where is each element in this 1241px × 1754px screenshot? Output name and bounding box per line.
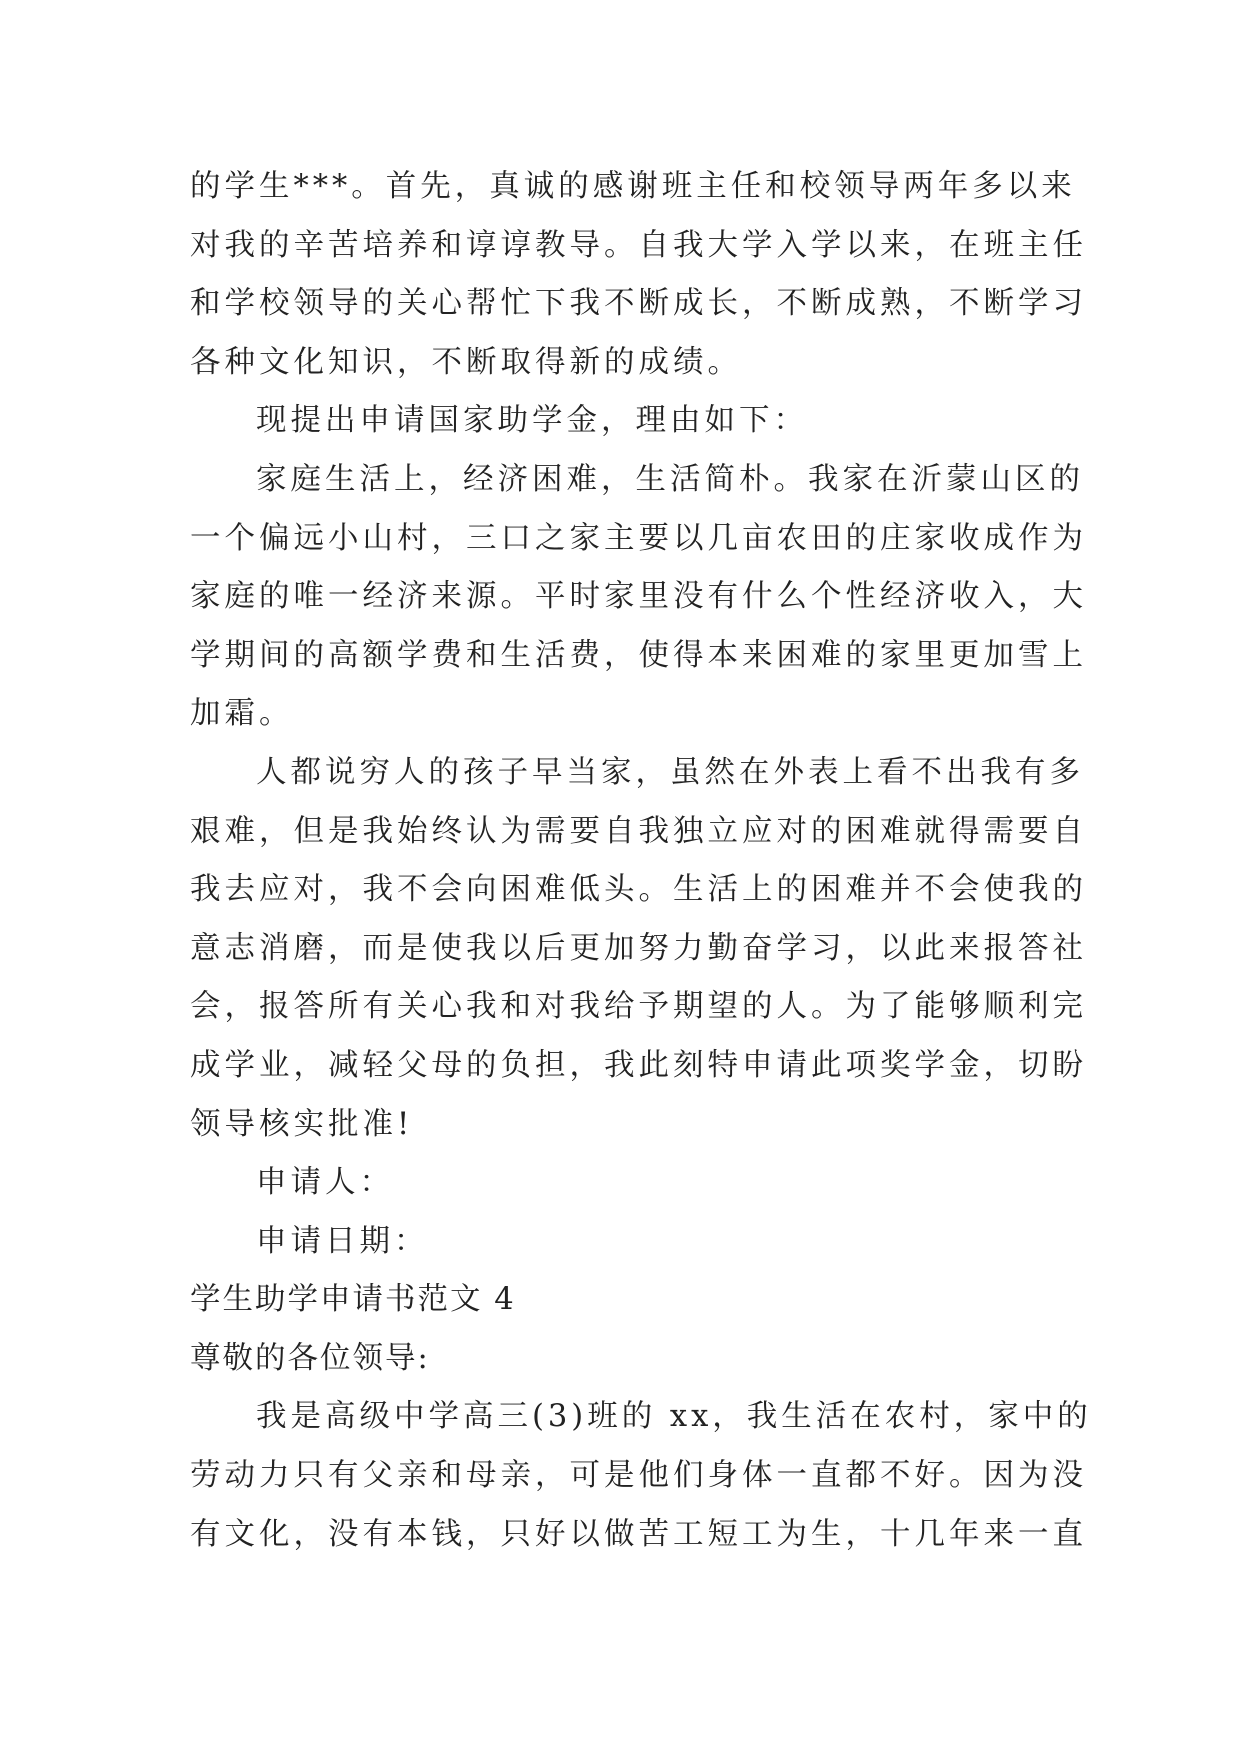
application-date-label: 申请日期： (256, 1223, 429, 1259)
text-line: 人都说穷人的孩子早当家，虽然在外表上看不出我有多 (256, 754, 1084, 790)
text-line: 对我的辛苦培养和谆谆教导。自我大学入学以来，在班主任 (190, 227, 1087, 263)
text-line: 的学生***。首先，真诚的感谢班主任和校领导两年多以来 (190, 169, 1076, 204)
text-line: 意志消磨，而是使我以后更加努力勤奋学习，以此来报答社 (190, 930, 1087, 966)
text-line: 我是高级中学高三(3)班的 xx，我生活在农村，家中的 (256, 1399, 1092, 1435)
text-line: 我去应对，我不会向困难低头。生活上的困难并不会使我的 (190, 872, 1087, 908)
text-line: 领导核实批准! (190, 1106, 414, 1142)
text-line: 劳动力只有父亲和母亲，可是他们身体一直都不好。因为没 (190, 1458, 1087, 1494)
text-line: 家庭生活上，经济困难，生活简朴。我家在沂蒙山区的 (256, 461, 1084, 497)
text-line: 家庭的唯一经济来源。平时家里没有什么个性经济收入，大 (190, 579, 1087, 615)
text-line: 和学校领导的关心帮忙下我不断成长，不断成熟，不断学习 (190, 286, 1087, 322)
text-line: 各种文化知识，不断取得新的成绩。 (190, 344, 742, 380)
salutation: 尊敬的各位领导: (190, 1340, 430, 1376)
text-line: 会，报答所有关心我和对我给予期望的人。为了能够顺利完 (190, 989, 1087, 1025)
text-line: 有文化，没有本钱，只好以做苦工短工为生，十几年来一直 (190, 1516, 1087, 1552)
text-line: 艰难，但是我始终认为需要自我独立应对的困难就得需要自 (190, 813, 1087, 849)
section-heading: 学生助学申请书范文 4 (190, 1282, 516, 1318)
text-line: 学期间的高额学费和生活费，使得本来困难的家里更加雪上 (190, 637, 1087, 673)
text-line: 现提出申请国家助学金，理由如下： (256, 403, 808, 439)
text-line: 一个偏远小山村，三口之家主要以几亩农田的庄家收成作为 (190, 520, 1087, 556)
document-body (190, 158, 1092, 1564)
text-line: 成学业，减轻父母的负担，我此刻特申请此项奖学金，切盼 (190, 1047, 1087, 1083)
applicant-label: 申请人： (256, 1165, 394, 1201)
text-line: 加霜。 (190, 696, 294, 732)
